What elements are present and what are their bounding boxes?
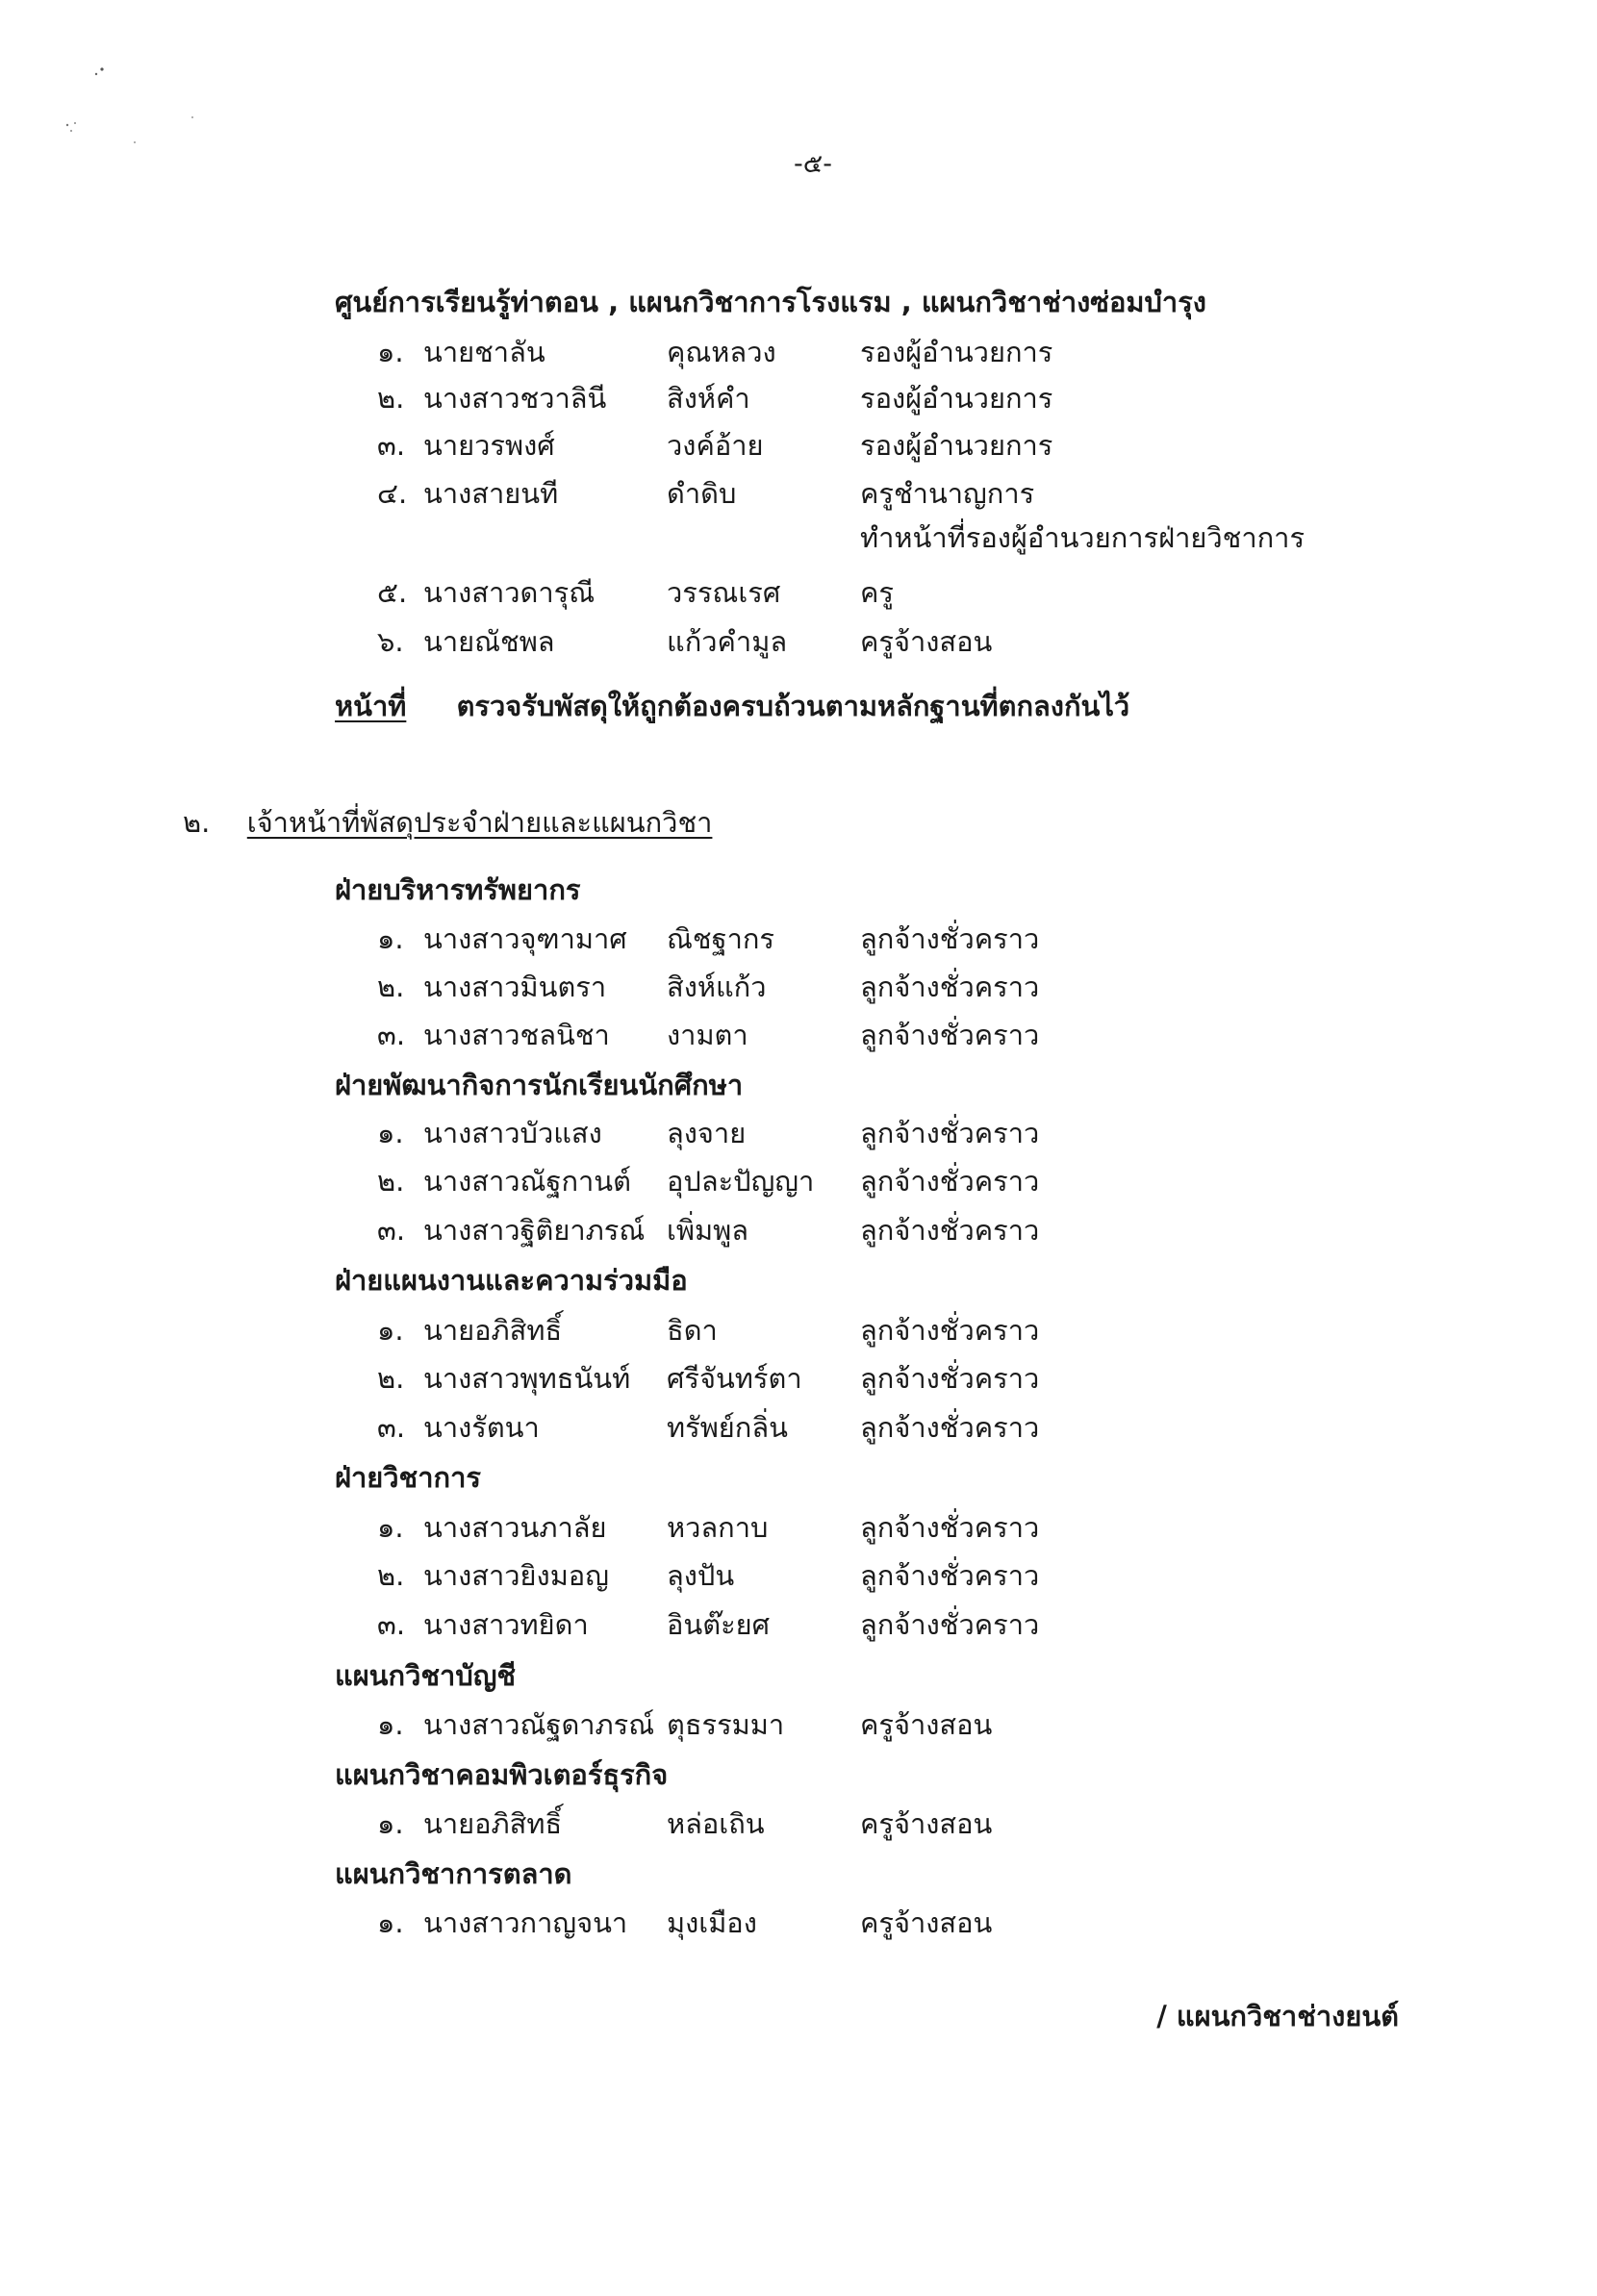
section2-title <box>183 803 712 842</box>
duty-label: หน้าที่ <box>335 690 407 722</box>
first-name: นางสาวฐิติยาภรณ์ <box>423 1214 646 1247</box>
section2-title-text: เจ้าหน้าที่พัสดุประจำฝ่ายและแผนกวิชา <box>246 806 713 839</box>
list-item <box>0 619 1597 664</box>
group-heading: แผนกวิชาบัญชี <box>335 1659 517 1692</box>
item-number: ๓. <box>377 1608 406 1641</box>
list-item <box>0 1111 1597 1155</box>
first-name: นางสาวณัฐดาภรณ์ <box>423 1708 655 1741</box>
position: ลูกจ้างชั่วคราว <box>860 922 1040 955</box>
first-name: นางสาวกาญจนา <box>423 1906 628 1939</box>
first-name: นางสาวพุทธนันท์ <box>423 1362 631 1395</box>
position-note: ทำหน้าที่รองผู้อำนวยการฝ่ายวิชาการ <box>860 521 1305 554</box>
group-heading: ฝ่ายวิชาการ <box>335 1461 481 1494</box>
item-number: ๒. <box>377 1362 405 1395</box>
group-heading: ฝ่ายพัฒนากิจการนักเรียนนักศึกษา <box>335 1069 744 1101</box>
list-item <box>0 1159 1597 1203</box>
item-number: ๑. <box>377 1314 404 1347</box>
last-name: เพิ่มพูล <box>667 1214 749 1247</box>
item-number: ๒. <box>377 382 405 415</box>
last-name: มุงเมือง <box>667 1906 757 1939</box>
first-name: นายอภิสิทธิ์ <box>423 1807 563 1840</box>
first-name: นางสาวมินตรา <box>423 971 607 1003</box>
last-name: ลุงปัน <box>667 1559 735 1592</box>
position: ลูกจ้างชั่วคราว <box>860 1117 1040 1149</box>
position: ลูกจ้างชั่วคราว <box>860 1214 1040 1247</box>
last-name: สิงห์แก้ว <box>667 971 767 1003</box>
item-number: ๖. <box>377 625 404 658</box>
first-name: นางสาวทยิดา <box>423 1608 589 1641</box>
last-name: ธิดา <box>667 1314 718 1347</box>
list-item <box>0 917 1597 961</box>
first-name: นางรัตนา <box>423 1411 540 1444</box>
last-name: ทรัพย์กลิ่น <box>667 1411 788 1444</box>
last-name: อุปละปัญญา <box>667 1165 815 1198</box>
item-number: ๑. <box>377 1807 404 1840</box>
first-name: นางสาวบัวแสง <box>423 1117 602 1149</box>
first-name: นายวรพงศ์ <box>423 429 555 462</box>
last-name: หล่อเถิน <box>667 1807 765 1840</box>
list-item <box>0 965 1597 1009</box>
item-number: ๑. <box>377 336 404 368</box>
list-item <box>0 330 1597 374</box>
item-number: ๑. <box>377 1906 404 1939</box>
first-name: นางสาวยิงมอญ <box>423 1559 609 1592</box>
last-name: แก้วคำมูล <box>667 625 788 658</box>
list-item <box>0 471 1597 554</box>
last-name: คุณหลวง <box>667 336 776 368</box>
first-name: นางสายนที <box>423 477 559 510</box>
position: ครูชำนาญการ <box>860 477 1035 510</box>
section1-heading: ศูนย์การเรียนรู้ท่าตอน , แผนกวิชาการโรงแรม , แผนกวิชาช่างซ่อมบำรุง <box>335 286 1206 318</box>
group-heading: แผนกวิชาคอมพิวเตอร์ธุรกิจ <box>335 1758 669 1791</box>
first-name: นางสาวจุฑามาศ <box>423 922 627 955</box>
position: ลูกจ้างชั่วคราว <box>860 1314 1040 1347</box>
group-heading: แผนกวิชาการตลาด <box>335 1857 572 1890</box>
duty-line <box>335 687 1129 725</box>
item-number: ๒. <box>377 971 405 1003</box>
position: ลูกจ้างชั่วคราว <box>860 1411 1040 1444</box>
last-name: ลุงจาย <box>667 1117 747 1149</box>
list-item <box>0 1356 1597 1400</box>
list-item <box>0 423 1597 467</box>
position: ครูจ้างสอน <box>860 1807 993 1840</box>
last-name: ดำดิบ <box>667 477 737 510</box>
first-name: นายอภิสิทธิ์ <box>423 1314 563 1347</box>
list-item <box>0 1602 1597 1647</box>
last-name: วงค์อ้าย <box>667 429 764 462</box>
item-number: ๑. <box>377 922 404 955</box>
last-name: ตุธรรมมา <box>667 1708 785 1741</box>
page-number: -๕- <box>794 149 832 179</box>
first-name: นายชาลัน <box>423 336 545 368</box>
item-number: ๑. <box>377 1708 404 1741</box>
position: ครู <box>860 576 894 609</box>
position: ครูจ้างสอน <box>860 1906 993 1939</box>
list-item <box>0 1802 1597 1846</box>
group-heading: ฝ่ายบริหารทรัพยากร <box>335 873 581 906</box>
continuation-reference: / แผนกวิชาช่างยนต์ <box>1156 2000 1399 2032</box>
position: ลูกจ้างชั่วคราว <box>860 1019 1040 1051</box>
item-number: ๑. <box>377 1511 404 1544</box>
list-item <box>0 570 1597 615</box>
item-number: ๓. <box>377 1214 406 1247</box>
item-number: ๑. <box>377 1117 404 1149</box>
item-number: ๒. <box>377 1559 405 1592</box>
last-name: สิงห์คำ <box>667 382 750 415</box>
position: ลูกจ้างชั่วคราว <box>860 1511 1040 1544</box>
item-number: ๓. <box>377 1019 406 1051</box>
last-name: ณิชฐากร <box>667 922 775 955</box>
group-heading: ฝ่ายแผนงานและความร่วมมือ <box>335 1264 688 1297</box>
position: ลูกจ้างชั่วคราว <box>860 1559 1040 1592</box>
last-name: อินต๊ะยศ <box>667 1608 771 1641</box>
list-item <box>0 1703 1597 1747</box>
last-name: วรรณเรศ <box>667 576 781 609</box>
list-item <box>0 376 1597 420</box>
last-name: ศรีจันทร์ตา <box>667 1362 802 1395</box>
first-name: นางสาวชลนิชา <box>423 1019 610 1051</box>
position: ลูกจ้างชั่วคราว <box>860 1362 1040 1395</box>
last-name: หวลกาบ <box>667 1511 769 1544</box>
position: ลูกจ้างชั่วคราว <box>860 971 1040 1003</box>
last-name: งามตา <box>667 1019 748 1051</box>
position: ลูกจ้างชั่วคราว <box>860 1608 1040 1641</box>
position: ลูกจ้างชั่วคราว <box>860 1165 1040 1198</box>
item-number: ๓. <box>377 1411 406 1444</box>
first-name: นางสาวดารุณี <box>423 576 596 609</box>
position: ครูจ้างสอน <box>860 1708 993 1741</box>
position: รองผู้อำนวยการ <box>860 382 1053 415</box>
item-number: ๔. <box>377 477 408 510</box>
item-number: ๓. <box>377 429 406 462</box>
list-item <box>0 1505 1597 1550</box>
item-number: ๕. <box>377 576 408 609</box>
list-item <box>0 1405 1597 1450</box>
first-name: นางสาวชวาลินี <box>423 382 607 415</box>
list-item <box>0 1901 1597 1945</box>
position: รองผู้อำนวยการ <box>860 429 1053 462</box>
list-item <box>0 1208 1597 1252</box>
first-name: นางสาวนภาลัย <box>423 1511 607 1544</box>
first-name: นางสาวณัฐกานต์ <box>423 1165 631 1198</box>
item-number: ๒. <box>377 1165 405 1198</box>
position: ครูจ้างสอน <box>860 625 993 658</box>
first-name: นายณัชพล <box>423 625 555 658</box>
section2-number: ๒. <box>183 806 211 839</box>
list-item <box>0 1553 1597 1598</box>
list-item <box>0 1013 1597 1057</box>
duty-text: ตรวจรับพัสดุให้ถูกต้องครบถ้วนตามหลักฐานที่ตกลงกันไว้ <box>456 690 1130 722</box>
list-item <box>0 1308 1597 1352</box>
position: รองผู้อำนวยการ <box>860 336 1053 368</box>
